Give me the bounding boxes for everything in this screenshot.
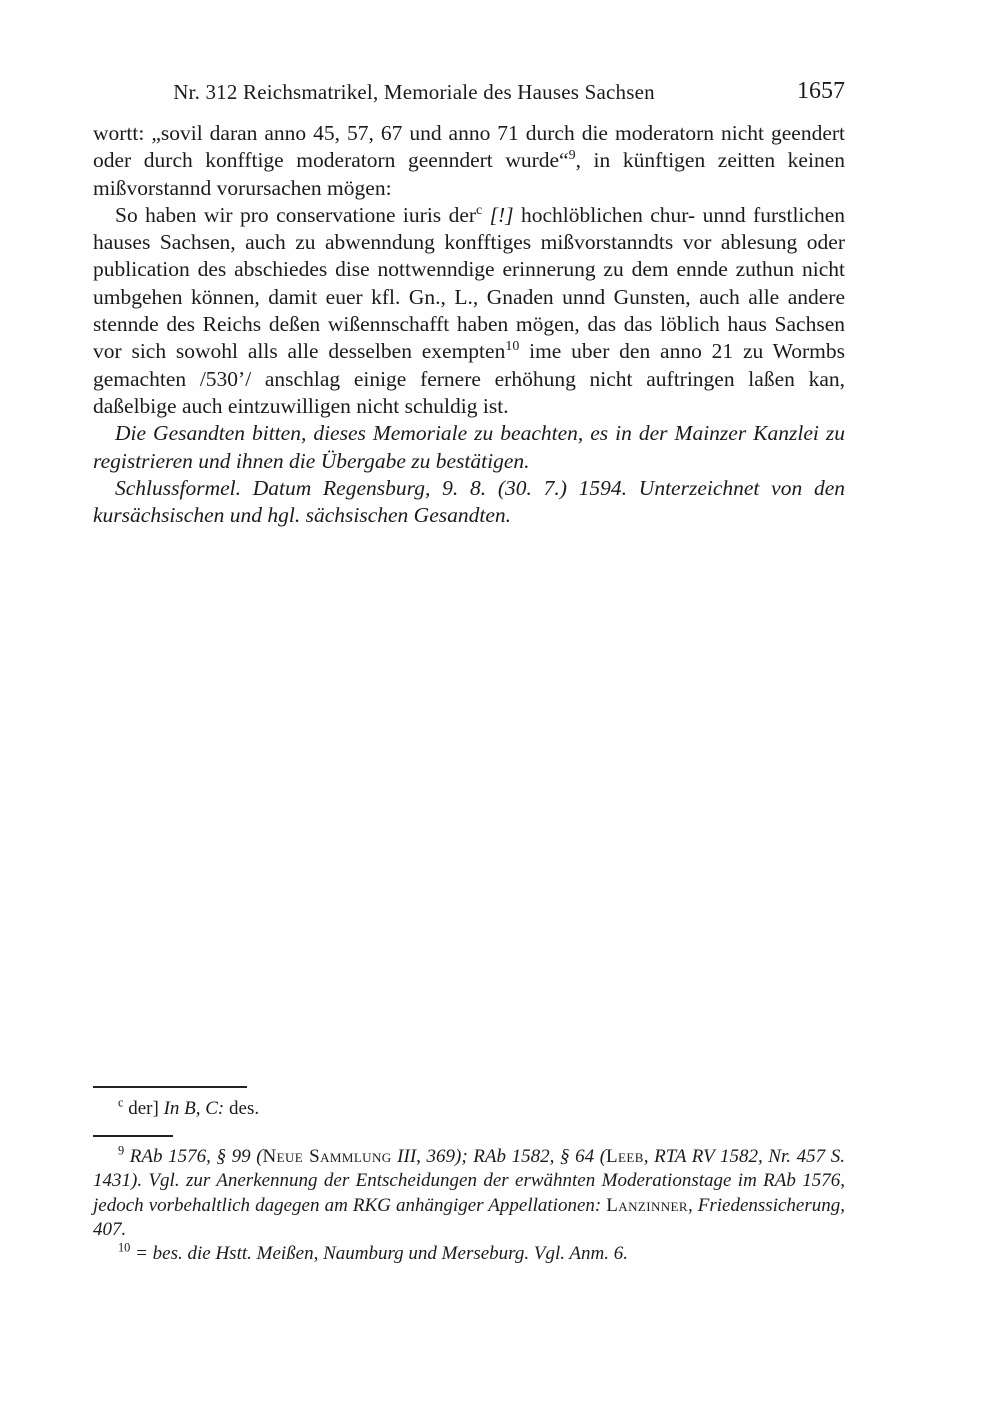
paragraph-regest-request: Die Gesandten bitten, dieses Memoriale zu beachten, es in der Mainzer Kanzlei zu registrieren und ihnen die Übergabe zu bestätigen. (93, 421, 845, 473)
editorial-sic-mark: [!] (482, 202, 522, 227)
footnote-9-text-3: , RTA RV 1582, Nr. 457 S. 1431). Vgl. zur Anerkennung der Entscheidungen der erwähnten Moderationstage im RAb 1576, jedoch vorbehaltlich dagegen am RKG anhängiger Appellationen: (93, 1146, 845, 1216)
footnote-ref-10: 10 (505, 339, 520, 355)
footnote-separator-rule (93, 1135, 173, 1137)
apparatus-separator-rule (93, 1086, 247, 1088)
paragraph-quote-text: wortt: „sovil daran anno 45, 57, 67 und anno 71 durch die moderatorn nicht geendert oder durch konfftige moderatorn geenndert wurde“ (93, 121, 845, 173)
footnote-10 (93, 1242, 845, 1266)
apparatus-note-c-marker: c (118, 1095, 124, 1110)
paragraph-main-text-2: hochlöblichen chur- unnd furstlichen hauses Sachsen, auch zu abwenndung konfftiges mißvorstanndts vor ablesung oder publication des abschiedes dise nottwenndige erinnerung zu dem ennde zuthun nicht umbgehen können, damit euer kfl. Gn., L., Gnaden unnd Gunsten, auch alle andere stennde des Reichs deßen wißennschafft haben mögen, das das löblich haus Sachsen vor sich sowohl alls alle desselben exempten (93, 202, 845, 364)
apparatus-note-c-lemma: der] (123, 1098, 164, 1119)
paragraph-quote (93, 120, 845, 202)
main-text (93, 120, 845, 529)
footnote-9-text-4: , Friedenssicherung, 407. (93, 1194, 845, 1240)
footnote-9 (93, 1145, 845, 1242)
paragraph-quote-tail: , in künftigen zeitten keinen mißvorstannd vorursachen mögen: (93, 148, 845, 200)
footnote-10-marker: 10 (118, 1240, 131, 1255)
paragraph-regest-closing: Schlussformel. Datum Regensburg, 9. 8. (30. 7.) 1594. Unterzeichnet von den kursächsischen und hgl. sächsischen Gesandten. (93, 475, 845, 528)
footnote-9-cite-leeb: Leeb (606, 1146, 644, 1168)
paragraph-main-text-1: So haben wir pro conservatione iuris der (115, 202, 477, 227)
footnote-ref-9: 9 (568, 148, 576, 164)
paragraph-main (93, 202, 845, 420)
running-title: Nr. 312 Reichsmatrikel, Memoriale des Hauses Sachsen (173, 80, 655, 104)
footnote-9-marker: 9 (118, 1143, 125, 1158)
apparatus-note-c (93, 1097, 845, 1121)
apparatus-note-c-sources: In B, C: (163, 1098, 225, 1119)
page-header (93, 78, 845, 108)
footnotes-section (93, 1086, 845, 1266)
footnote-9-cite-lanzinner: Lanzinner (606, 1194, 688, 1216)
footnote-10-text: = bes. die Hstt. Meißen, Naumburg und Merseburg. Vgl. Anm. 6. (130, 1243, 628, 1265)
paragraph-main-text-3: ime uber den anno 21 zu Wormbs gemachten /530’/ anschlag einige fernere erhöhung nicht auftringen laßen kan, daßelbige auch eintzuwilligen nicht schuldig ist. (93, 339, 845, 418)
apparatus-ref-c: c (476, 202, 483, 218)
page-number: 1657 (797, 78, 845, 104)
footnote-9-text-2: III, 369); RAb 1582, § 64 ( (391, 1146, 607, 1168)
footnote-9-cite-neue-sammlung: Neue Sammlung (262, 1146, 392, 1168)
footnote-9-text-1: RAb 1576, § 99 ( (124, 1146, 263, 1168)
apparatus-note-c-reading: des. (224, 1098, 260, 1119)
